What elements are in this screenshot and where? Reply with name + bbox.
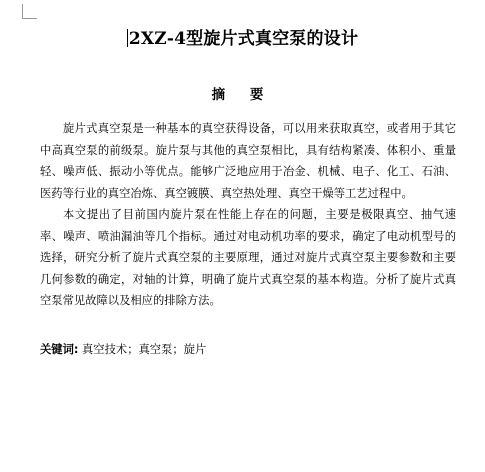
document-title-text: 2XZ-4型旋片式真空泵的设计: [128, 29, 359, 49]
keywords-text: 真空技术；真空泵；旋片: [78, 343, 207, 356]
abstract-body: [40, 118, 456, 312]
keywords-line: [40, 341, 206, 359]
text-cursor: [127, 29, 128, 47]
abstract-paragraph-1: 旋片式真空泵是一种基本的真空获得设备，可以用来获取真空，或者用于其它中高真空泵的前级泵。旋片泵与其他的真空泵相比，具有结构紧凑、体积小、重量轻、噪声低、振动小等优点。能够广泛地应用于冶金、机械、电子、化工、石油、医药等行业的真空冶炼、真空镀膜、真空热处理、真空干燥等工艺过程中。: [40, 122, 456, 200]
margin-corner-mark: [22, 4, 37, 19]
abstract-paragraph-2: 本文提出了目前国内旋片泵在性能上存在的问题，主要是极限真空、抽气速率、噪声、喷油漏油等几个指标。通过对电动机功率的要求，确定了电动机型号的选择，研究分析了旋片式真空泵的主要原理，通过对旋片式真空泵主要参数和主要几何参数的确定，对轴的计算，明确了旋片式真空泵的基本构造。分析了旋片式真空泵常见故障以及相应的排除方法。: [40, 208, 456, 307]
abstract-heading: 摘 要: [211, 87, 274, 103]
keywords-label: 关键词:: [40, 343, 79, 356]
document-title: [0, 28, 485, 50]
